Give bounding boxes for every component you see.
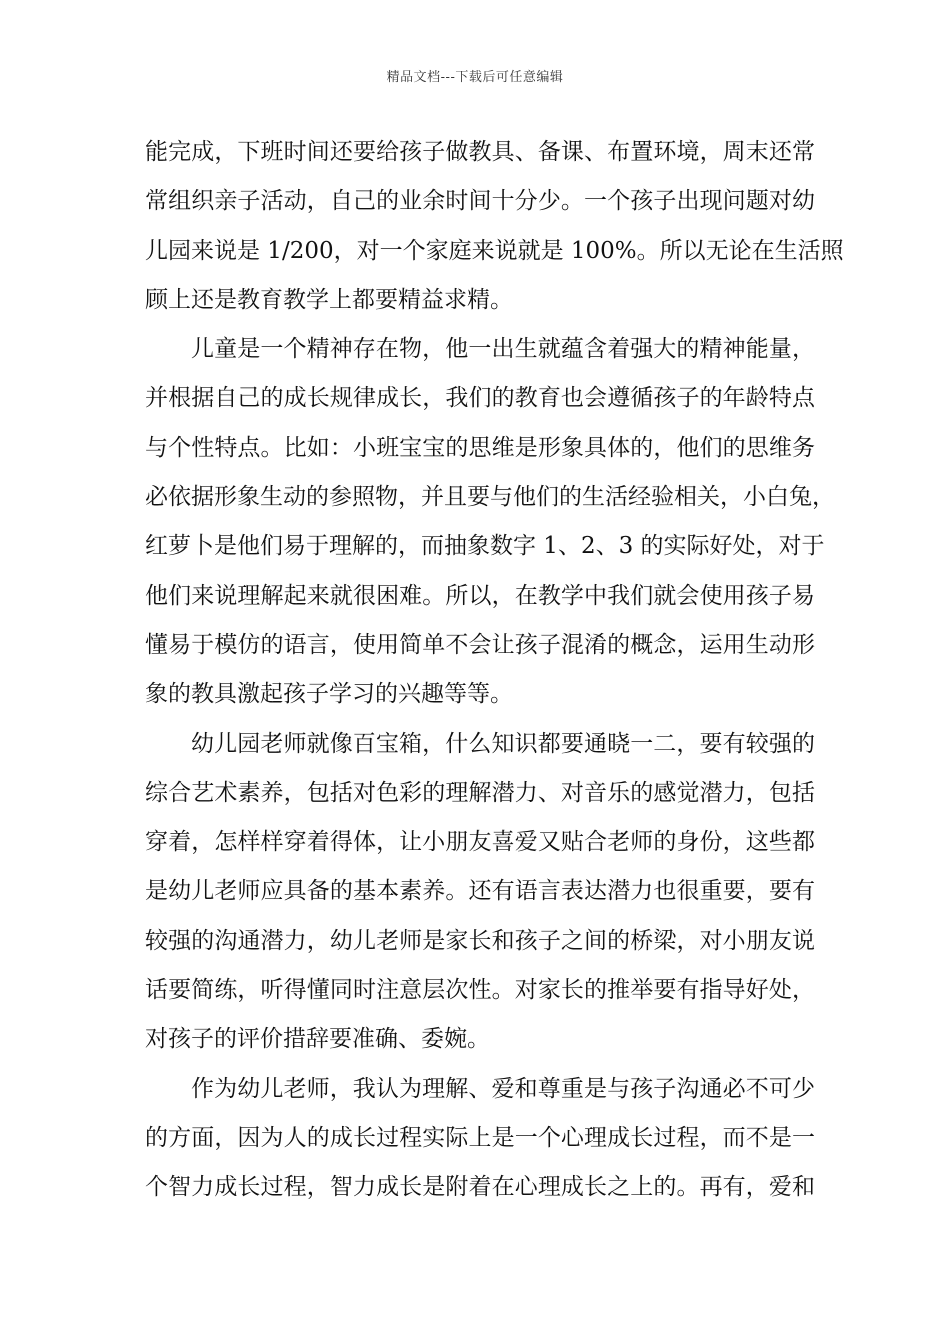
text-line: 与个性特点。比如：小班宝宝的思维是形象具体的，他们的思维务: [145, 434, 815, 461]
text-line: 幼儿园老师就像百宝箱，什么知识都要通晓一二，要有较强的: [191, 730, 815, 757]
paragraph: [145, 720, 815, 1065]
text-line: 他们来说理解起来就很困难。所以，在教学中我们就会使用孩子易: [145, 582, 815, 609]
text-line: 并根据自己的成长规律成长，我们的教育也会遵循孩子的年龄特点: [145, 385, 815, 412]
paragraph: [145, 325, 835, 719]
text-line: 话要简练，听得懂同时注意层次性。对家长的推举要有指导好处，: [145, 977, 815, 1004]
text-line: 综合艺术素养，包括对色彩的理解潜力、对音乐的感觉潜力，包括: [145, 779, 815, 806]
paragraph: [145, 1065, 815, 1213]
text-line: 红萝卜是他们易于理解的，而抽象数字 1、2、3 的实际好处，对于: [145, 533, 825, 560]
text-line: 儿童是一个精神存在物，他一出生就蕴含着强大的精神能量，: [191, 336, 815, 363]
text-line: 常组织亲子活动，自己的业余时间十分少。一个孩子出现问题对幼: [145, 188, 815, 215]
text-line: 作为幼儿老师，我认为理解、爱和尊重是与孩子沟通必不可少: [191, 1075, 815, 1102]
text-line: 顾上还是教育教学上都要精益求精。: [145, 286, 513, 313]
text-line: 是幼儿老师应具备的基本素养。还有语言表达潜力也很重要，要有: [145, 878, 815, 905]
text-line: 个智力成长过程，智力成长是附着在心理成长之上的。再有，爱和: [145, 1174, 815, 1201]
text-line: 懂易于模仿的语言，使用简单不会让孩子混淆的概念，运用生动形: [145, 631, 815, 658]
paragraph: [145, 128, 844, 325]
text-line: 较强的沟通潜力，幼儿老师是家长和孩子之间的桥梁，对小朋友说: [145, 927, 815, 954]
text-line: 必依据形象生动的参照物，并且要与他们的生活经验相关，小白兔，: [145, 484, 835, 511]
text-line: 对孩子的评价措辞要准确、委婉。: [145, 1026, 490, 1053]
text-line: 儿园来说是 1/200，对一个家庭来说就是 100%。所以无论在生活照: [145, 237, 844, 264]
text-line: 的方面，因为人的成长过程实际上是一个心理成长过程，而不是一: [145, 1124, 815, 1151]
document-body: [145, 128, 844, 1213]
text-line: 象的教具激起孩子学习的兴趣等等。: [145, 681, 513, 708]
text-line: 能完成，下班时间还要给孩子做教具、备课、布置环境，周末还常: [145, 139, 815, 165]
page-header: 精品文档---下载后可任意编辑: [386, 70, 564, 85]
text-line: 穿着，怎样样穿着得体，让小朋友喜爱又贴合老师的身份，这些都: [145, 829, 815, 856]
